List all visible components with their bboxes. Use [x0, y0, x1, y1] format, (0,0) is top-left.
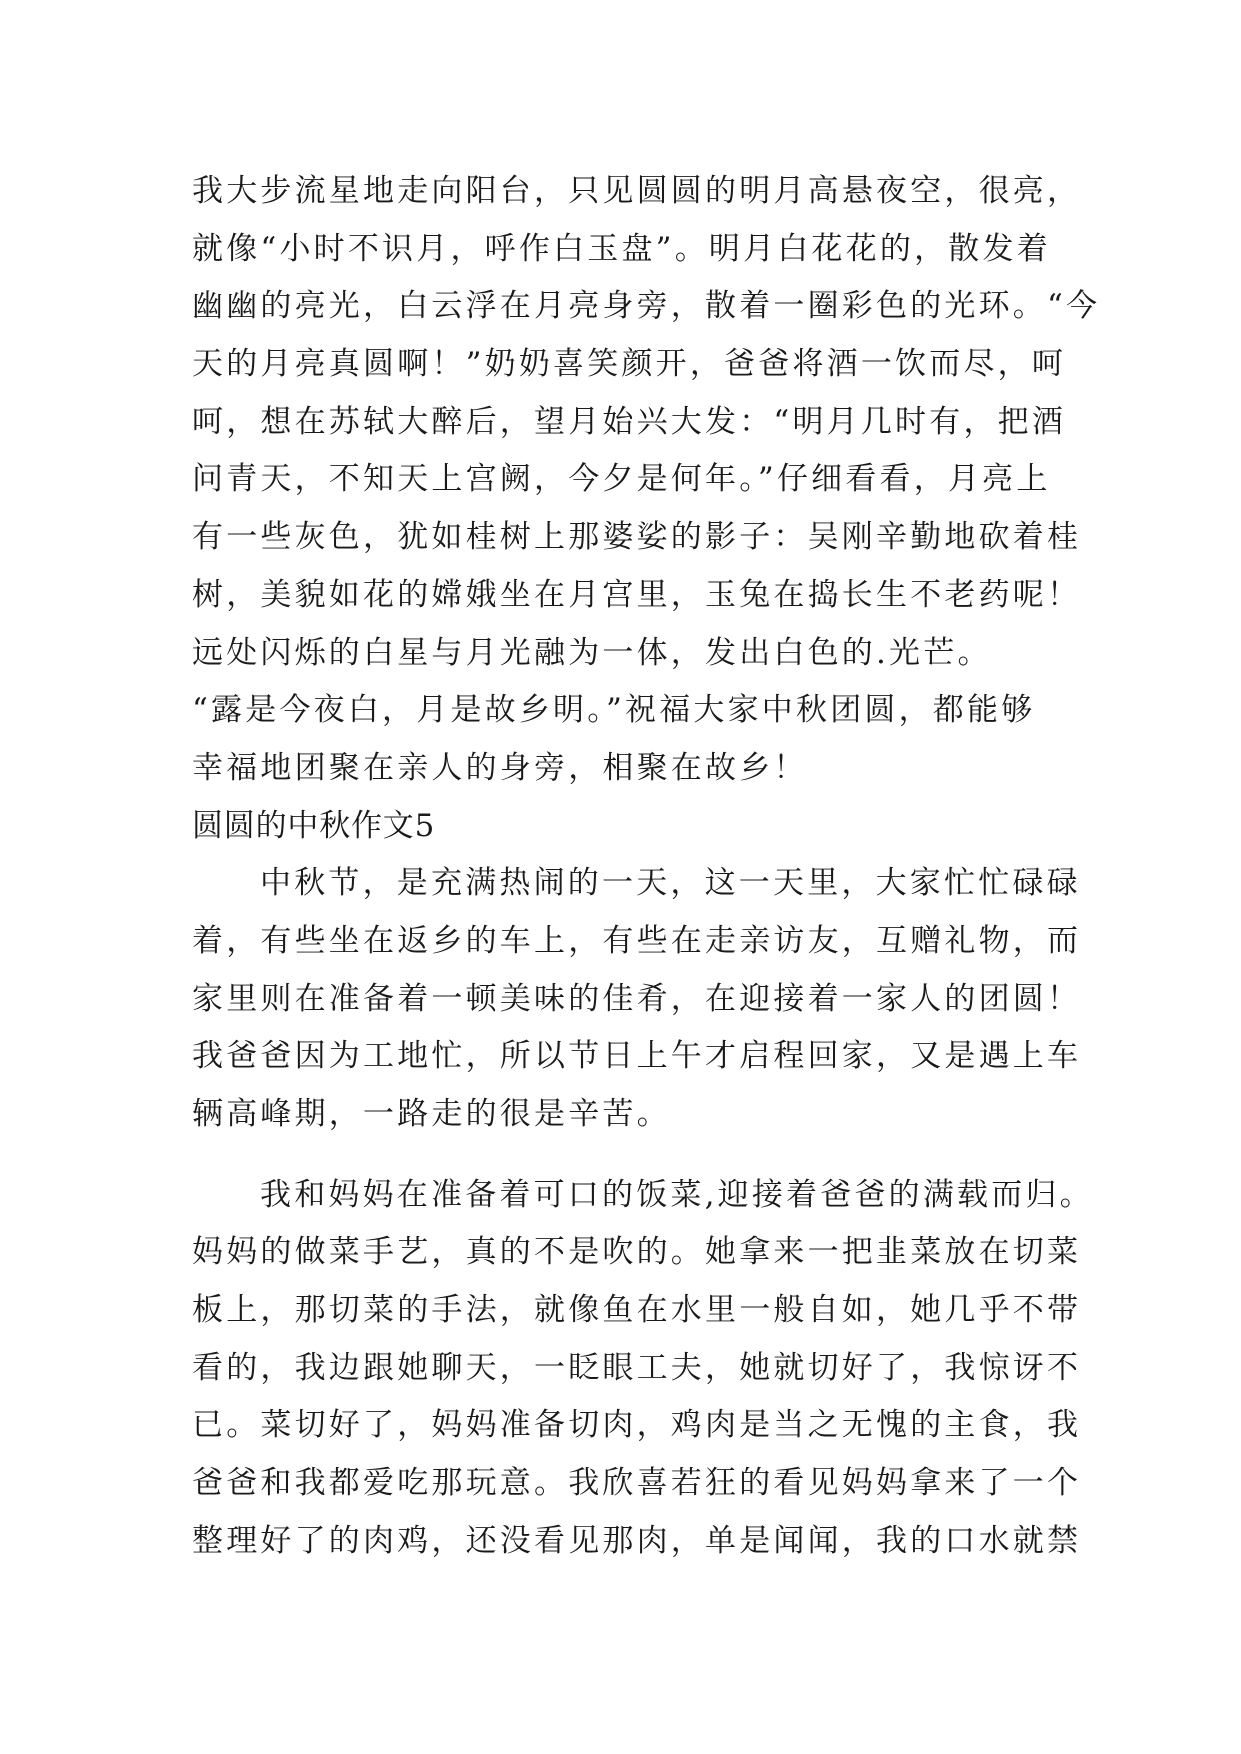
text-line: 已。菜切好了，妈妈准备切肉，鸡肉是当之无愧的主食，我: [192, 1407, 1082, 1444]
text-line: 妈妈的做菜手艺，真的不是吹的。她拿来一把韭菜放在切菜: [192, 1234, 1082, 1271]
text-line: 整理好了的肉鸡，还没看见那肉，单是闻闻，我的口水就禁: [192, 1522, 1082, 1559]
text-line: 远处闪烁的白星与月光融为一体，发出白色的.光芒。: [192, 634, 992, 671]
text-line: 问青天，不知天上宫阙，今夕是何年。”仔细看看，月亮上: [192, 461, 1051, 498]
text-line: 呵，想在苏轼大醉后，望月始兴大发：“明月几时有，把酒: [192, 403, 1067, 440]
text-line: 幽幽的亮光，白云浮在月亮身旁，散着一圈彩色的光环。“今: [192, 288, 1101, 325]
text-line: 就像“小时不识月，呼作白玉盘”。明月白花花的，散发着: [192, 230, 1051, 267]
text-line: 幸福地团聚在亲人的身旁，相聚在故乡！: [192, 749, 808, 786]
text-line: 家里则在准备着一顿美味的佳肴，在迎接着一家人的团圆！: [192, 980, 1082, 1017]
section-title: 圆圆的中秋作文5: [192, 807, 436, 844]
text-line: 着，有些坐在返乡的车上，有些在走亲访友，互赠礼物，而: [192, 922, 1082, 959]
text-line: 我大步流星地走向阳台，只见圆圆的明月高悬夜空，很亮，: [192, 173, 1082, 209]
document-body: [192, 163, 1101, 1571]
text-line: 辆高峰期，一路走的很是辛苦。: [192, 1096, 671, 1132]
text-line: 板上，那切菜的手法，就像鱼在水里一般自如，她几乎不带: [192, 1292, 1082, 1329]
paragraph-1: [192, 855, 1082, 1143]
text-line: 天的月亮真圆啊！”奶奶喜笑颜开，爸爸将酒一饮而尽，呵: [192, 346, 1067, 383]
text-line: 我爸爸因为工地忙，所以节日上午才启程回家，又是遇上车: [192, 1038, 1082, 1075]
text-line: “露是今夜白，月是故乡明。”祝福大家中秋团圆，都能够: [192, 692, 1036, 729]
paragraph-spacer: [192, 1144, 1062, 1167]
previous-paragraph: [192, 163, 1101, 798]
text-line: 有一些灰色，犹如桂树上那婆娑的影子：吴刚辛勤地砍着桂: [192, 519, 1082, 556]
paragraph-2: [192, 1167, 1094, 1571]
text-line: 看的，我边跟她聊天，一眨眼工夫，她就切好了，我惊讶不: [192, 1349, 1082, 1386]
text-line: 我和妈妈在准备着可口的饭菜,迎接着爸爸的满载而归。: [260, 1176, 1094, 1213]
text-line: 树，美貌如花的嫦娥坐在月宫里，玉兔在捣长生不老药呢！: [192, 576, 1082, 613]
text-line: 爸爸和我都爱吃那玩意。我欣喜若狂的看见妈妈拿来了一个: [192, 1465, 1082, 1502]
text-line: 中秋节，是充满热闹的一天，这一天里，大家忙忙碌碌: [260, 865, 1081, 902]
